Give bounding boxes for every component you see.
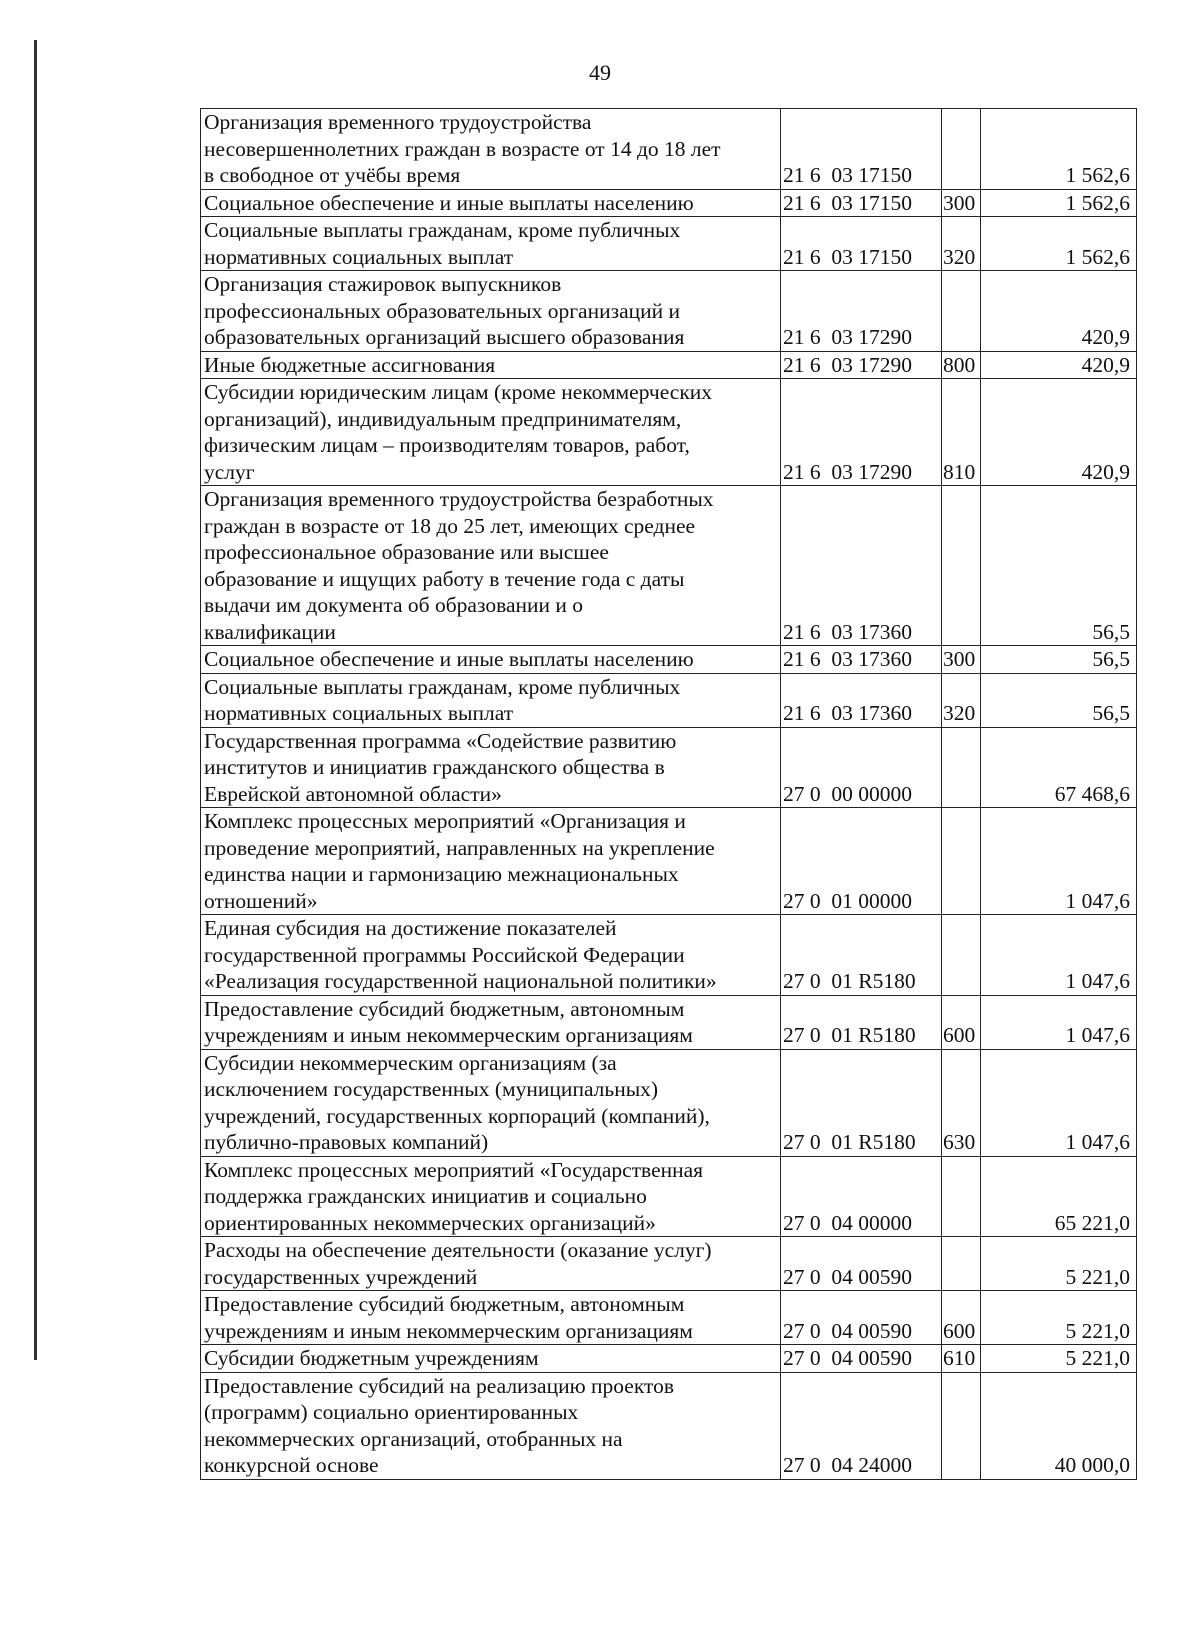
row-code-cell: 21 6 03 17290: [781, 351, 942, 379]
row-amount-cell: 65 221,0: [981, 1156, 1137, 1237]
table-row: [201, 1237, 1137, 1291]
table-row: [201, 379, 1137, 486]
row-name-cell: Государственная программа «Содействие развитию институтов и инициатив гражданского общества в Еврейской автономной области»: [201, 727, 781, 808]
margin-line: [34, 40, 37, 1360]
table-row: [201, 808, 1137, 915]
row-type-cell: 600: [942, 1291, 981, 1345]
row-name-cell: Организация стажировок выпускников профессиональных образовательных организаций и образовательных организаций высшего образования: [201, 271, 781, 352]
row-name-cell: Предоставление субсидий бюджетным, автономным учреждениям и иным некоммерческим организациям: [201, 995, 781, 1049]
row-type-cell: 320: [942, 673, 981, 727]
table-row: [201, 1156, 1137, 1237]
row-code-cell: 27 0 00 00000: [781, 727, 942, 808]
table-row: [201, 1049, 1137, 1156]
table-row: [201, 189, 1137, 217]
row-name-cell: Предоставление субсидий бюджетным, автономным учреждениям и иным некоммерческим организациям: [201, 1291, 781, 1345]
row-name-cell: Субсидии юридическим лицам (кроме некоммерческих организаций), индивидуальным предпринимателям, физическим лицам – производителям товаров, работ, услуг: [201, 379, 781, 486]
table-row: [201, 351, 1137, 379]
row-type-cell: 300: [942, 189, 981, 217]
row-type-cell: [942, 1156, 981, 1237]
row-name-cell: Социальные выплаты гражданам, кроме публичных нормативных социальных выплат: [201, 217, 781, 271]
row-code-cell: 27 0 01 R5180: [781, 1049, 942, 1156]
row-code-cell: 21 6 03 17150: [781, 109, 942, 190]
row-amount-cell: 56,5: [981, 673, 1137, 727]
row-type-cell: [942, 109, 981, 190]
row-name-cell: Субсидии некоммерческим организациям (за исключением государственных (муниципальных) учреждений, государственных корпораций (компаний), публично-правовых компаний): [201, 1049, 781, 1156]
row-code-cell: 21 6 03 17290: [781, 379, 942, 486]
row-type-cell: 600: [942, 995, 981, 1049]
table-row: [201, 1372, 1137, 1479]
row-name-cell: Предоставление субсидий на реализацию проектов (программ) социально ориентированных некоммерческих организаций, отобранных на конкурсной основе: [201, 1372, 781, 1479]
row-name-cell: Комплекс процессных мероприятий «Организация и проведение мероприятий, направленных на укрепление единства нации и гармонизацию межнациональных отношений»: [201, 808, 781, 915]
row-amount-cell: 40 000,0: [981, 1372, 1137, 1479]
row-amount-cell: 1 562,6: [981, 189, 1137, 217]
row-type-cell: [942, 1372, 981, 1479]
row-code-cell: 27 0 01 R5180: [781, 995, 942, 1049]
row-code-cell: 21 6 03 17360: [781, 486, 942, 646]
row-name-cell: Субсидии бюджетным учреждениям: [201, 1345, 781, 1373]
row-code-cell: 27 0 04 00590: [781, 1237, 942, 1291]
table-row: [201, 271, 1137, 352]
row-amount-cell: 1 047,6: [981, 995, 1137, 1049]
row-amount-cell: 5 221,0: [981, 1345, 1137, 1373]
row-type-cell: [942, 1237, 981, 1291]
row-name-cell: Социальные выплаты гражданам, кроме публичных нормативных социальных выплат: [201, 673, 781, 727]
table-row: [201, 109, 1137, 190]
row-code-cell: 21 6 03 17360: [781, 673, 942, 727]
row-name-cell: Социальное обеспечение и иные выплаты населению: [201, 646, 781, 674]
table-row: [201, 673, 1137, 727]
row-code-cell: 21 6 03 17290: [781, 271, 942, 352]
table-row: [201, 1291, 1137, 1345]
row-code-cell: 21 6 03 17150: [781, 189, 942, 217]
row-code-cell: 21 6 03 17150: [781, 217, 942, 271]
table-row: [201, 217, 1137, 271]
table-row: [201, 915, 1137, 996]
row-code-cell: 27 0 04 00000: [781, 1156, 942, 1237]
row-name-cell: Организация временного трудоустройства несовершеннолетних граждан в возрасте от 14 до 18 лет в свободное от учёбы время: [201, 109, 781, 190]
row-amount-cell: 420,9: [981, 271, 1137, 352]
row-amount-cell: 420,9: [981, 351, 1137, 379]
row-type-cell: [942, 915, 981, 996]
row-type-cell: 320: [942, 217, 981, 271]
row-amount-cell: 56,5: [981, 646, 1137, 674]
row-amount-cell: 56,5: [981, 486, 1137, 646]
row-code-cell: 21 6 03 17360: [781, 646, 942, 674]
table-row: [201, 646, 1137, 674]
row-amount-cell: 1 047,6: [981, 808, 1137, 915]
row-type-cell: 810: [942, 379, 981, 486]
row-code-cell: 27 0 01 R5180: [781, 915, 942, 996]
row-name-cell: Комплекс процессных мероприятий «Государственная поддержка гражданских инициатив и социально ориентированных некоммерческих организаций»: [201, 1156, 781, 1237]
row-amount-cell: 1 562,6: [981, 217, 1137, 271]
row-amount-cell: 1 047,6: [981, 915, 1137, 996]
row-type-cell: [942, 727, 981, 808]
row-type-cell: 300: [942, 646, 981, 674]
table-row: [201, 995, 1137, 1049]
row-code-cell: 27 0 04 24000: [781, 1372, 942, 1479]
row-code-cell: 27 0 04 00590: [781, 1291, 942, 1345]
row-type-cell: 630: [942, 1049, 981, 1156]
row-type-cell: [942, 271, 981, 352]
budget-table: [200, 108, 1137, 1480]
row-amount-cell: 1 562,6: [981, 109, 1137, 190]
row-amount-cell: 420,9: [981, 379, 1137, 486]
page-number: 49: [589, 60, 611, 85]
row-name-cell: Социальное обеспечение и иные выплаты населению: [201, 189, 781, 217]
table-row: [201, 1345, 1137, 1373]
row-code-cell: 27 0 01 00000: [781, 808, 942, 915]
row-type-cell: 610: [942, 1345, 981, 1373]
budget-table-body: [201, 109, 1137, 1480]
row-amount-cell: 1 047,6: [981, 1049, 1137, 1156]
row-name-cell: Единая субсидия на достижение показателей государственной программы Российской Федерации «Реализация государственной национальной политики»: [201, 915, 781, 996]
row-amount-cell: 5 221,0: [981, 1291, 1137, 1345]
row-amount-cell: 67 468,6: [981, 727, 1137, 808]
row-name-cell: Расходы на обеспечение деятельности (оказание услуг) государственных учреждений: [201, 1237, 781, 1291]
row-code-cell: 27 0 04 00590: [781, 1345, 942, 1373]
table-row: [201, 727, 1137, 808]
row-name-cell: Иные бюджетные ассигнования: [201, 351, 781, 379]
table-row: [201, 486, 1137, 646]
row-type-cell: [942, 486, 981, 646]
row-amount-cell: 5 221,0: [981, 1237, 1137, 1291]
row-type-cell: [942, 808, 981, 915]
row-name-cell: Организация временного трудоустройства безработных граждан в возрасте от 18 до 25 лет, имеющих среднее профессиональное образование или высшее образование и ищущих работу в течение года с даты выдачи им документа об образовании и о квалификации: [201, 486, 781, 646]
row-type-cell: 800: [942, 351, 981, 379]
